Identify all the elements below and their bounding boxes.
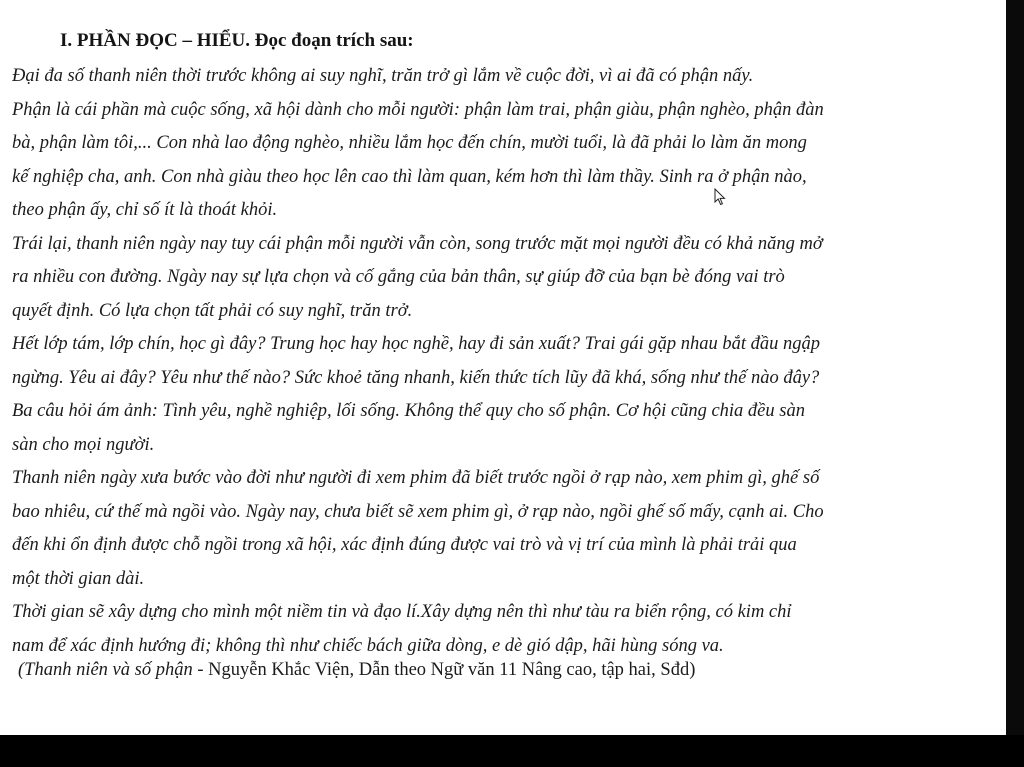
- text-line: Ba câu hỏi ám ảnh: Tình yêu, nghề nghiệp, lối sống. Không thể quy cho số phận. Cơ hội cũng chia đều sàn: [12, 401, 805, 421]
- text-line: bao nhiêu, cứ thế mà ngồi vào. Ngày nay, chưa biết sẽ xem phim gì, ở rạp nào, ngồi ghế số mấy, cạnh ai. Cho: [12, 501, 824, 522]
- text-line: nam để xác định hướng đi; không thì như chiếc bách giữa dòng, e dè gió dập, hãi hùng sóng va.: [12, 635, 724, 656]
- text-line: Phận là cái phần mà cuộc sống, xã hội dành cho mỗi người: phận làm trai, phận giàu, phận nghèo, phận đàn: [12, 99, 824, 120]
- source-title: (Thanh niên và số phận: [18, 660, 193, 680]
- text-line: kế nghiệp cha, anh. Con nhà giàu theo học lên cao thì làm quan, kém hơn thì làm thầy. Sinh ra ở phận nào,: [12, 166, 807, 187]
- source-details: - Nguyễn Khắc Viện, Dẫn theo Ngữ văn 11 Nâng cao, tập hai, Sđd): [192, 660, 696, 680]
- text-line: ra nhiều con đường. Ngày nay sự lựa chọn và cố gắng của bản thân, sự giúp đỡ của bạn bè đóng vai trò: [12, 267, 785, 287]
- text-line: ngừng. Yêu ai đây? Yêu như thế nào? Sức khoẻ tăng nhanh, kiến thức tích lũy đã khá, sống như thế nào đây?: [12, 367, 820, 388]
- text-line: một thời gian dài.: [12, 568, 145, 589]
- section-heading: I. PHẦN ĐỌC – HIỂU. Đọc đoạn trích sau:: [60, 30, 414, 51]
- text-line: Trái lại, thanh niên ngày nay tuy cái phận mỗi người vẫn còn, song trước mặt mọi người đều có khả năng mở: [12, 233, 823, 254]
- source-citation: [18, 660, 695, 681]
- text-line: Thanh niên ngày xưa bước vào đời như người đi xem phim đã biết trước ngồi ở rạp nào, xem phim gì, ghế số: [12, 468, 820, 488]
- right-frame-border: [1006, 0, 1024, 735]
- text-line: đến khi ổn định được chỗ ngồi trong xã hội, xác định đúng được vai trò và vị trí của mình là phải trải qua: [12, 535, 797, 555]
- text-line: Đại đa số thanh niên thời trước không ai suy nghĩ, trăn trở gì lắm về cuộc đời, vì ai đã có phận nấy.: [12, 66, 754, 86]
- text-line: Hết lớp tám, lớp chín, học gì đây? Trung học hay học nghề, hay đi sản xuất? Trai gái gặp nhau bắt đầu ngập: [12, 334, 821, 354]
- text-line: Thời gian sẽ xây dựng cho mình một niềm tin và đạo lí.Xây dựng nên thì như tàu ra biển rộng, có kim chỉ: [12, 602, 792, 622]
- text-line: theo phận ấy, chỉ số ít là thoát khỏi.: [12, 200, 278, 220]
- mouse-pointer-icon: [714, 188, 726, 206]
- text-line: bà, phận làm tôi,... Con nhà lao động nghèo, nhiều lắm học đến chín, mười tuổi, là đã phải lo làm ăn mong: [12, 133, 807, 153]
- bottom-frame-border: [0, 735, 1024, 767]
- text-line: quyết định. Có lựa chọn tất phải có suy nghĩ, trăn trở.: [12, 300, 413, 321]
- text-line: sàn cho mọi người.: [12, 434, 155, 455]
- excerpt-body: [12, 60, 1002, 663]
